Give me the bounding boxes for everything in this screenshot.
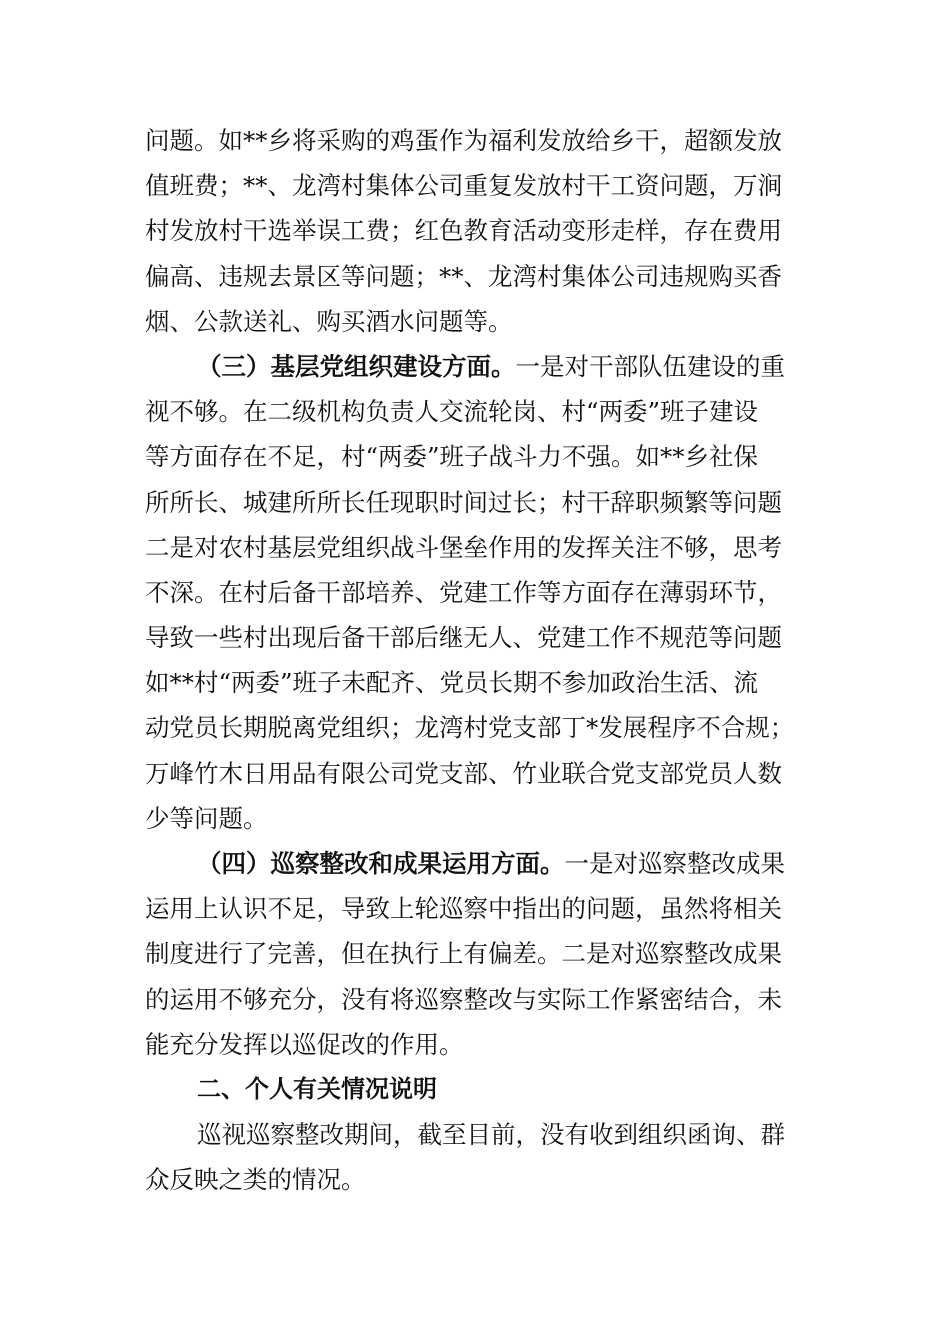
section-four-heading: （四）巡察整改和成果运用方面。 — [197, 849, 565, 878]
body-line: 巡视巡察整改期间，截至目前，没有收到组织函询、群 — [197, 1120, 785, 1150]
body-text: 一是对干部队伍建设的重 — [515, 351, 785, 381]
body-line: 少等问题。 — [145, 803, 268, 833]
section-four-first-line — [145, 841, 805, 886]
body-line: 烟、公款送礼、购买酒水问题等。 — [145, 306, 513, 336]
body-line: 运用上认识不足，导致上轮巡察中指出的问题，虽然将相关 — [145, 894, 782, 924]
body-line: 万峰竹木日用品有限公司党支部、竹业联合党支部党员人数 — [145, 758, 782, 788]
body-line: 值班费；**、龙湾村集体公司重复发放村干工资问题，万涧 — [145, 171, 782, 201]
body-line: 众反映之类的情况。 — [145, 1165, 366, 1195]
section-three-first-line — [145, 344, 805, 389]
document-page — [145, 118, 805, 1203]
body-line: 等方面存在不足，村“两委”班子战斗力不强。如**乡社保 — [145, 442, 759, 472]
body-line: 偏高、违规去景区等问题；**、龙湾村集体公司违规购买香 — [145, 261, 782, 291]
body-line: 问题。如**乡将采购的鸡蛋作为福利发放给乡干，超额发放 — [145, 126, 782, 155]
body-line: 的运用不够充分，没有将巡察整改与实际工作紧密结合，未 — [145, 984, 782, 1014]
body-line: 二是对农村基层党组织战斗堡垒作用的发挥关注不够，思考 — [145, 532, 782, 562]
body-line: 不深。在村后备干部培养、党建工作等方面存在薄弱环节， — [145, 577, 782, 607]
body-line: 所所长、城建所所长任现职时间过长；村干辞职频繁等问题 — [145, 487, 782, 517]
body-line: 如**村“两委”班子未配齐、党员长期不参加政治生活、流 — [145, 668, 759, 698]
body-line: 视不够。在二级机构负责人交流轮岗、村“两委”班子建设 — [145, 397, 759, 427]
body-line: 制度进行了完善，但在执行上有偏差。二是对巡察整改成果 — [145, 939, 782, 969]
section-two-heading: 二、个人有关情况说明 — [197, 1074, 437, 1103]
body-line: 能充分发挥以巡促改的作用。 — [145, 1029, 464, 1059]
body-line: 村发放村干选举误工费；红色教育活动变形走样，存在费用 — [145, 216, 782, 246]
body-line: 动党员长期脱离党组织；龙湾村党支部丁*发展程序不合规； — [145, 713, 795, 743]
section-three-heading: （三）基层党组织建设方面。 — [197, 351, 516, 381]
body-line: 导致一些村出现后备干部后继无人、党建工作不规范等问题 — [145, 623, 782, 653]
body-text: 一是对巡察整改成果 — [564, 849, 785, 878]
